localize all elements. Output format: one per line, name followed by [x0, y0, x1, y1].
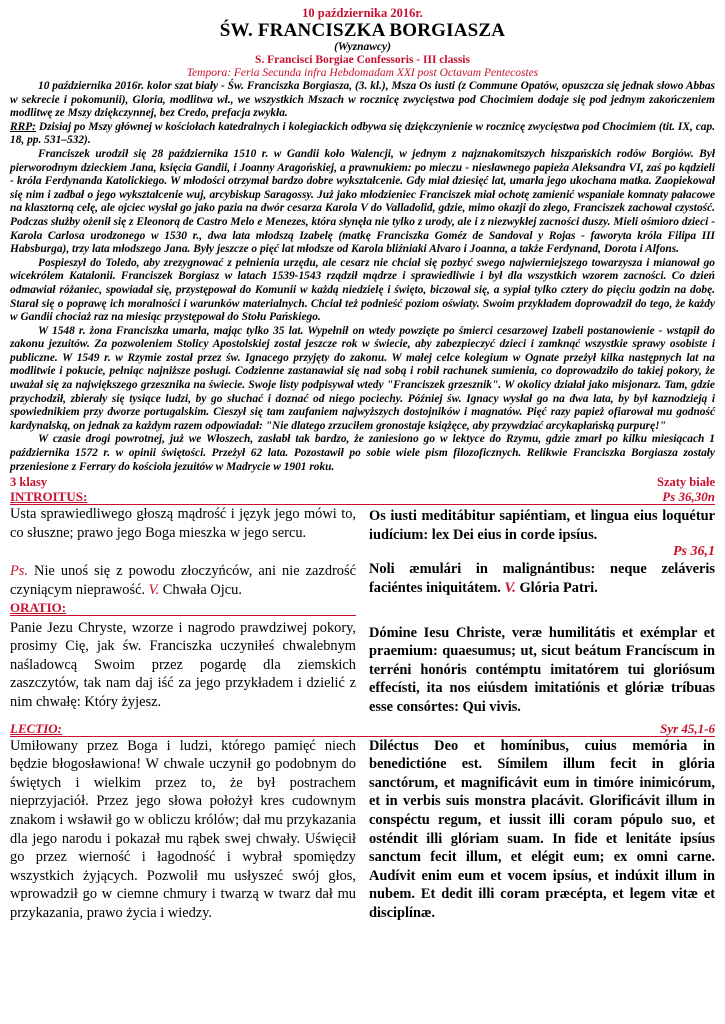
psalm-ref: Ps 36,1	[673, 544, 715, 560]
missal-page	[10, 0, 715, 923]
biography-paragraph-4: W czasie drogi powrotnej, już we Włoszech, zasłabł tak bardzo, że zaniesiono go w lektyce do Rzymu, gdzie zmarł po kilku miesiącach 1 października 1572 r. w opinii świętości. Przeżył 62 lata. Pozostawił po sobie wiele pism filozoficznych. Relikwie Franciszka Borgiasza zostały przeniesione z Ferrary do kościoła jezuitów w Madrycie w 1901 roku.	[10, 433, 715, 473]
introitus-latin-psalm	[369, 560, 715, 597]
versicle-marker: V.	[148, 582, 160, 598]
lectio-label: LECTIO:	[10, 720, 62, 736]
introitus-polish-psalm	[10, 562, 356, 599]
oratio-label: ORATIO:	[10, 599, 67, 615]
oratio-polish	[10, 600, 356, 717]
lectio-latin	[369, 737, 715, 923]
feast-title: ŚW. FRANCISZKA BORGIASZA	[219, 20, 506, 41]
introitus-polish-antiphon: Usta sprawiedliwego głoszą mądrość i język jego mówi to, co słuszne; prawo jego Boga mieszka w jego sercu.	[10, 506, 356, 541]
lectio-latin-text: Diléctus Deo et homínibus, cuius memória in benedictióne est. Símilem illum fecit in glória sanctórum, et magnificávit eum in timóre inimicórum, et in verbis suis monstra placávit. Glorificávit illum in conspéctu regum, et iussit illi coram pópulo suo, et osténdit illi glóriam suam. In fide et lenitáte ipsíus sanctum fecit illum, et elégit eum; ex omni carne. Audívit enim eum et vocem ipsíus, et indúxit illum in nubem. Et dedit illi coram præcépta, et legem vitæ et disciplínæ.	[369, 737, 715, 921]
rrp-paragraph	[10, 121, 715, 148]
rrp-label: RRP:	[10, 120, 36, 133]
oratio-polish-text: Panie Jezu Chryste, wzorze i nagrodo prawdziwej pokory, prosimy Cię, jak św. Franciszka uczyniłeś chwalebnym naśladowcą Swoim przez pogardę dla ziemskich zaszczytów, tak nam daj iść za jego przykładem i dzielić z nim chwałę: Który żyjesz.	[10, 619, 356, 710]
oratio-latin-text: Dómine Iesu Christe, veræ humilitátis et exémplar et praemium: quaesumus; ut, sicut beátum Francíscum in terréni honóris contémptu imitatórem tui gloriósum effecísti, ita nos eiúsdem imitatiónis et glóriæ tríbuas esse consórtes: Qui vivis.	[369, 624, 715, 715]
oratio-columns	[10, 600, 715, 717]
introitus-ref: Ps 36,30n	[662, 489, 715, 505]
introitus-columns	[10, 505, 715, 599]
versicle-marker-la: V.	[504, 580, 516, 596]
rubric-paragraph: 10 października 2016r. kolor szat biały - Św. Franciszka Borgiasza, (3. kl.), Mszа Os iusti (z Commune Opatów, opuszcza się jednak słowo Abbas w sekrecie i pokomunii), Gloria, modlitwa wł., we wszystkich Mszach w rocznicę zwycięstwa pod Chocimiem dodaje się pod jednym zakończeniem modlitwę ze Mszy dziękczynnej, bez Credo, prefacja zwykła.	[10, 80, 715, 120]
lectio-polish-text: Umiłowany przez Boga i ludzi, którego pamięć niech będzie błogosławiona! W chwale uczynił go podobnym do świętych i wielkim przez to, że był postrachem nieprzyjaciół. Przez jego słowa położył kres cudownym znakom i wsławił go w obliczu królów; dał mu przykazania dla jego narodu i pokazał mu rąbek swej chwały. Uświęcił go przez wierność i łagodność i wybrał spomiędzy wszystkich żyjących. Pozwolił mu usłyszeć swój głos, wprowadził go w ciemne chmury i twarzą w twarz dał mu przykazania, prawo życia i wiedzy.	[10, 737, 356, 921]
feast-date: 10 października 2016r.	[302, 6, 423, 20]
biography-paragraph-3: W 1548 r. żona Franciszka umarła, mając tylko 35 lat. Wypełnił on wtedy powzięte po śmierci cesarzowej Izabeli postanowienie - wstąpił do zakonu jezuitów. Za pozwoleniem Stolicy Apostolskiej został jeszcze rok w świecie, aby zabezpieczyć dzieci i zamknąć wszystkie sprawy osobiste i publiczne. W 1549 r. w Rzymie został przez św. Ignacego przyjęty do zakonu. W małej celce kolegium w Ognate przeżył kilka następnych lat na modlitwie i pokucie, pełniąc najniższe posługi. Codzienne zastanawiał się nad sobą i robił rachunek sumienia, co doprowadziło do takiej pokory, że uważał się za największego grzesznika na świecie. Swoje listy podpisywał wtedy "Franciszek grzesznik". W okolicy działał jako misjonarz. Tam, gdzie przychodził, zbierały się tysiące ludzi, by go słuchać i doznać od niego pociechy. Później św. Ignacy wysłał go na dwa lata, by był kaznodzieją i spowiednikiem przy dworze portugalskim. Cieszył się tam zaufaniem najwyższych dostojników i magnatów. Pięć razy papież ofiarował mu godność kardynalską, on jednak za każdym razem odpowiadał: "Nie dlatego zrzuciłem gronostaje książęce, aby przywdziać arcykapłańską purpurę!"	[10, 324, 715, 432]
psalm-text-la: Noli æmulári in malignántibus: neque zeláveris faciéntes iniquitátem.	[369, 561, 715, 596]
psalm-text-pl: Nie unoś się z powodu złoczyńców, ani nie zazdrość czyniącym nieprawość.	[10, 563, 356, 598]
gloria-la: Glória Patri.	[515, 580, 598, 596]
introduction-text	[10, 80, 715, 474]
tempora-line: Tempora: Feria Secunda infra Hebdomadam XXI post Octavam Pentecostes	[186, 67, 539, 79]
lectio-columns	[10, 737, 715, 923]
vestment-label: Szaty białe	[657, 475, 715, 490]
introitus-label: INTROITUS:	[10, 489, 88, 505]
class-label: 3 klasy	[10, 475, 48, 490]
class-bar	[10, 475, 715, 489]
feast-subtitle: (Wyznawcy)	[334, 41, 391, 53]
oratio-latin	[369, 600, 715, 717]
lectio-ref: Syr 45,1-6	[660, 720, 715, 736]
latin-title: S. Francisci Borgiae Confessoris - III classis	[255, 54, 470, 66]
introitus-header	[10, 489, 715, 505]
introitus-polish	[10, 505, 356, 599]
lectio-polish	[10, 737, 356, 923]
biography-paragraph-2: Pospieszył do Toledo, aby zrezygnować z pełnienia urzędu, ale cesarz nie chciał się pozbyć swego najwierniejszego towarzysza i mianował go wicekrólem Katalonii. Franciszek Borgiasz w latach 1539-1543 rządził mądrze i sprawiedliwie i był dla wszystkich wzorem zacności. Co dzień odmawiał różaniec, spowiadał się, przystępował do Komunii w każdą niedzielę i święto, biczował się, a sypiał tylko cztery do pięciu godzin na dobę. Starał się o poprawę ich moralności i warunków materialnych. Chciał też podnieść poziom oświaty. Swoim przykładem doprowadził do tego, że każdy w Gandii chociaż raz na miesiąc przystępował do Stołu Pańskiego.	[10, 256, 715, 324]
introitus-latin-antiphon: Os iusti meditábitur sapiéntiam, et lingua eius loquétur iudícium: lex Dei eius in corde ipsíus.	[369, 508, 715, 543]
lectio-header	[10, 721, 715, 737]
biography-paragraph-1: Franciszek urodził się 28 października 1510 r. w Gandii koło Walencji, w jednym z najznakomitszych hiszpańskich rodów Borgiów. Był pierworodnym dzieckiem Jana, księcia Gandii, i Joanny Aragońskiej, a prawnukiem: po mieczu - niesławnego papieża Aleksandra VI, zaś po kądzieli - króla Ferdynanda Katolickiego. W młodości otrzymał bardzo dobre wykształcenie. Gdy miał dziesięć lat, umarła jego ukochana matka. Zaopiekował się nim i zadbał o jego wykształcenie wuj, arcybiskup Saragossy. Już jako młodzieniec Franciszek miał ochotę zamienić wspaniałe komnaty pałacowe na klasztorną celę, ale ojciec wysłał go jako pazia na dwór cesarza Karola V do Valladolid, gdzie, mimo okazji do złego, Franciszek zachował czystość. Podczas służby ożenił się z Eleonorą de Castro Melo e Menezes, która słynęła nie tylko z urody, ale i z niezwykłej zacności duszy. Mieli ośmioro dzieci - Karola Carlosa urodzonego w 1530 r., dwa lata młodszą Izabelę (matkę Franciszka Goméz de Sandoval y Rojas - faworyta króla Filipa III Habsburga), trzy lata młodszego Jana. Były jeszcze o pięć lat młodsze od Karola bliźniaki Alvaro i Joanna, a także Ferdynand, Dorota i Alfons.	[10, 147, 715, 256]
introitus-latin	[369, 505, 715, 599]
gloria-pl: Chwała Ojcu.	[159, 582, 242, 598]
rrp-text: Dzisiaj po Mszy głównej w kościołach katedralnych i kolegiackich odbywa się dziękczynienie w rocznicę zwycięstwa pod Chocimiem (tit. IX, cap. 18, pp. 531–532).	[10, 120, 715, 147]
psalm-marker: Ps.	[10, 563, 28, 580]
